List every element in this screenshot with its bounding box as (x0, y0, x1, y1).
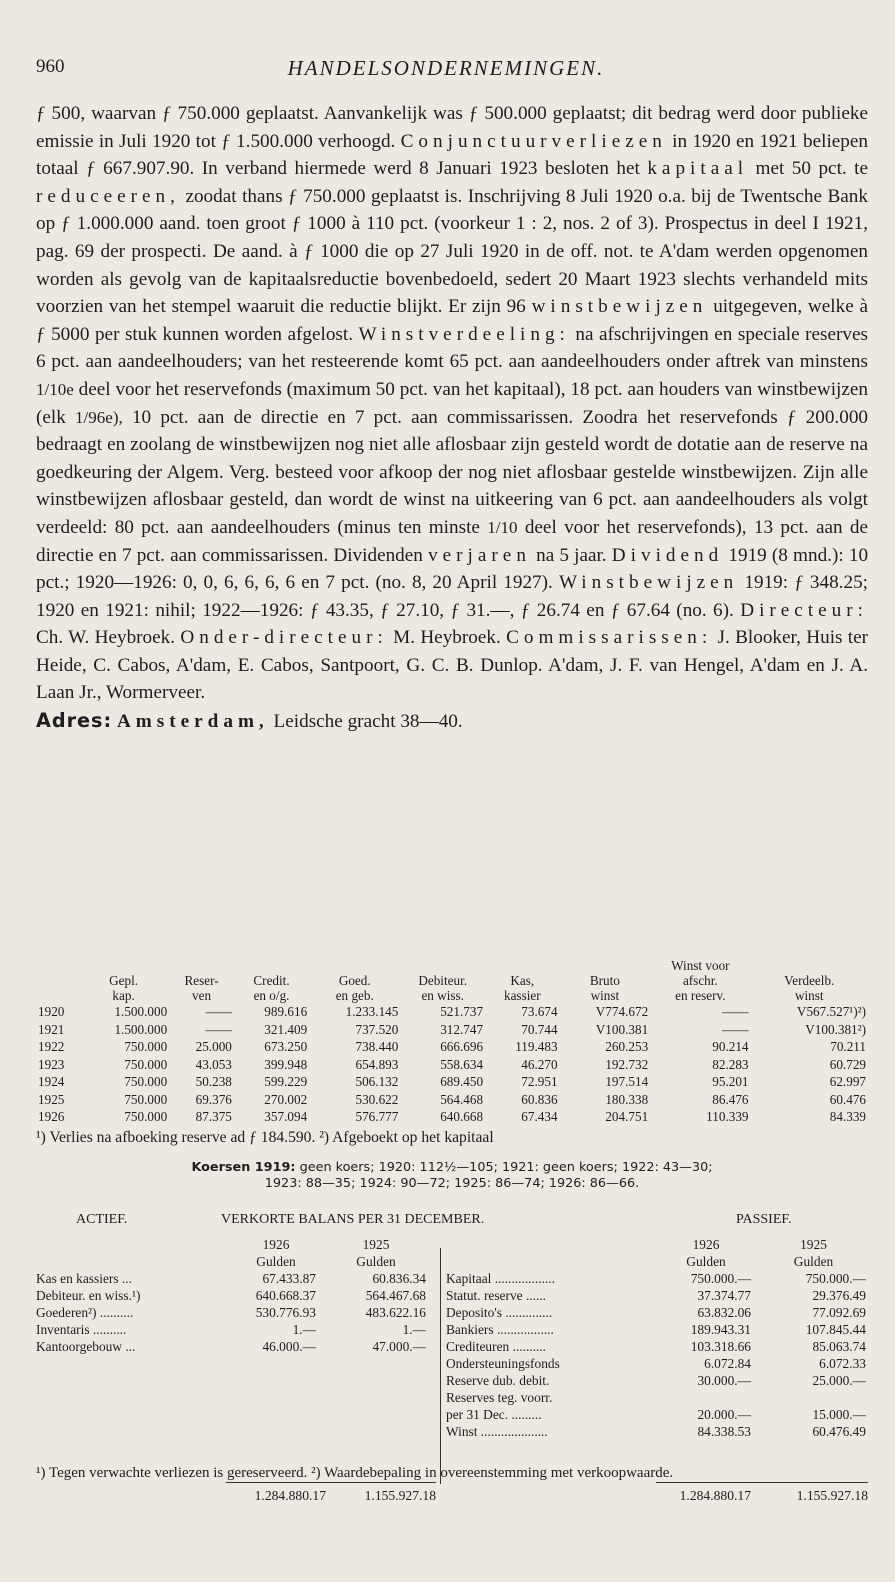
passief-rows (446, 1270, 868, 1440)
table-cell: en reserv. (675, 988, 726, 1003)
balance-value-1925: 29.376.49 (812, 1288, 866, 1303)
balance-item-label: Crediteuren .......... (446, 1339, 547, 1354)
balance-value-1925: 1.— (402, 1322, 426, 1337)
table-cell: 737.520 (355, 1021, 399, 1037)
table-cell: kap. (112, 988, 135, 1003)
unit-row (446, 1253, 868, 1270)
table-cell: 25.000 (195, 1039, 232, 1054)
total-right-1926: 1.284.880.17 (679, 1488, 751, 1503)
table-cell: Winst voor (671, 958, 730, 973)
table-cell: 72.951 (521, 1074, 558, 1089)
column-divider (440, 1248, 441, 1484)
table-cell: winst (590, 988, 620, 1003)
table-header-row (36, 988, 868, 1003)
balance-header (36, 1212, 868, 1234)
balance-row (446, 1355, 868, 1372)
balance-item-label: Reserves teg. voorr. (446, 1390, 553, 1405)
page-header (36, 56, 856, 86)
table-cell: 750.000 (124, 1091, 168, 1107)
table-cell: 599.229 (264, 1074, 308, 1089)
total-left-1925: 1.155.927.18 (364, 1488, 436, 1503)
fraction: 1/10e (36, 379, 74, 399)
body-text: na 5 jaar. (536, 544, 607, 566)
fraction: 1/96e), (75, 407, 123, 427)
table-cell: 90.214 (712, 1039, 749, 1054)
balance-value-1925: 77.092.69 (812, 1305, 866, 1320)
balance-value-1926: 1.— (292, 1322, 316, 1337)
balance-row (36, 1338, 436, 1355)
table-cell: 70.211 (830, 1039, 866, 1054)
table-cell: 576.777 (355, 1109, 399, 1124)
table-cell: 750.000 (124, 1056, 168, 1072)
body-text: 1919: ƒ 348.25; 1920 en 1921: nihil; 1922—1926: ƒ 43.35, ƒ 27.10, ƒ 31.—, ƒ 26.74 en ƒ 67.64 (no. 6). (36, 572, 868, 621)
balance-row (446, 1321, 868, 1338)
table-cell: 689.450 (440, 1074, 484, 1089)
balance-item-label: Winst .................... (446, 1424, 548, 1439)
body-text: zoodat thans ƒ 750.000 geplaatst is. Inschrijving 8 Juli 1920 o.a. bij de Twentsche Bank op ƒ 1.000.000 aand. toen groot ƒ 1000 à 110 pct. (voorkeur 1 : 2, nos. 2 of 3). Prospectus in deel I 1921, pag. 69 der prospecti. De aand. à ƒ 1000 die op 27 Juli 1920 in de off. not. te A'dam werden opgenomen worden als gevolg van de kapitaalsreductie bovenbedoeld, sedert 20 Maart 1923 slechts verhandeld mits voorzien van het stempel waaruit die reductie blijkt. Er zijn 96 (36, 185, 868, 318)
table-cell: en wiss. (421, 988, 464, 1003)
table-cell (234, 958, 309, 973)
body-text: uitgegeven, welke à ƒ 5000 per stuk kunnen worden afgelost. (36, 296, 869, 345)
balance-value-1925: 483.622.16 (365, 1305, 426, 1320)
year-1925: 1925 (362, 1237, 390, 1252)
table-cell: —— (205, 1004, 232, 1019)
unit-gulden: Gulden (793, 1254, 834, 1269)
table-cell: —— (722, 1004, 749, 1019)
table-cell: 270.002 (264, 1091, 308, 1107)
body-text: na afschrijvingen en speciale reserves 6 pct. aan aandeelhouders; van het resteerende komt 65 pct. aan aandeelhouders onder aftrek van minstens (36, 323, 869, 373)
spaced-term: Onder-directeur: (180, 627, 388, 649)
table-cell: 95.201 (712, 1074, 749, 1089)
table-cell: 67.434 (521, 1109, 558, 1124)
balance-row (446, 1270, 868, 1287)
table-cell: V100.381 (595, 1021, 649, 1037)
balance-footnote: ¹) Tegen verwachte verliezen is gereserveerd. ²) Waardebepaling in overeenstemming met verkoopwaarde. (36, 1465, 674, 1481)
balance-value-1926: 84.338.53 (697, 1424, 751, 1439)
table-cell: 1922 (38, 1039, 65, 1054)
balance-row (446, 1389, 868, 1406)
year-row (446, 1236, 868, 1253)
table-cell: 192.732 (605, 1056, 649, 1072)
table-cell: 82.283 (712, 1056, 749, 1072)
balance-row (446, 1406, 868, 1423)
financial-history-table (36, 958, 868, 1148)
body-text: met 50 pct. te (755, 158, 869, 180)
table-cell: 197.514 (605, 1074, 649, 1089)
balance-value-1925: 85.063.74 (812, 1339, 866, 1354)
spaced-term: Directeur: (740, 599, 868, 621)
table-cell: winst (794, 988, 824, 1003)
table-cell: 1923 (38, 1056, 65, 1072)
koersen-label: Koersen 1919: (191, 1160, 296, 1175)
unit-gulden: Gulden (256, 1254, 296, 1269)
share-prices (36, 1160, 868, 1192)
spaced-term: Commissarissen: (506, 627, 713, 649)
table-cell: 43.053 (195, 1056, 232, 1072)
balance-value-1925: 107.845.44 (805, 1322, 866, 1337)
balance-row (36, 1270, 436, 1287)
table-cell: 530.622 (355, 1091, 399, 1107)
balance-value-1926: 67.433.87 (262, 1271, 316, 1286)
balance-item-label: Ondersteuningsfonds (446, 1356, 560, 1371)
body-text: deel voor het reservefonds (maximum 50 pct. van het kapitaal), 18 pct. aan houders van winstbewijzen (elk (36, 378, 869, 428)
balance-item-label: Statut. reserve ...... (446, 1288, 547, 1303)
table-cell: 1925 (38, 1091, 65, 1107)
balance-item-label: Bankiers ................. (446, 1322, 554, 1337)
table-cell: 46.270 (521, 1056, 558, 1072)
spaced-term: Winstverdeeling: (358, 323, 570, 345)
year-1926: 1926 (692, 1237, 720, 1252)
table-cell: 50.238 (195, 1074, 232, 1089)
table-cell (78, 958, 169, 973)
table-cell: 1920 (38, 1004, 65, 1019)
history-table (36, 958, 868, 1126)
table-row (36, 1038, 868, 1056)
unit-gulden: Gulden (356, 1254, 396, 1269)
table-cell: 399.948 (264, 1056, 308, 1072)
spaced-term: Winstbewijzen (558, 572, 739, 594)
balance-item-label: Goederen²) .......... (36, 1305, 134, 1320)
table-cell: 654.893 (355, 1056, 399, 1072)
table-cell: 1.500.000 (114, 1004, 168, 1019)
table-cell: 1921 (38, 1021, 65, 1037)
year-1926: 1926 (262, 1237, 290, 1252)
balance-value-1926: 46.000.— (262, 1339, 316, 1354)
balance-row (446, 1423, 868, 1440)
table-cell (36, 988, 78, 1003)
balance-row (446, 1372, 868, 1389)
table-cell: 62.997 (829, 1074, 866, 1089)
body-text: in 1920 en 1921 beliepen totaal ƒ 667.907.90. In verband hiermede werd 8 Januari 1923 besloten het (36, 130, 869, 180)
spaced-term: Dividend (611, 544, 724, 566)
table-cell: en geb. (335, 988, 374, 1003)
total-rule (226, 1482, 436, 1483)
total-left-1926: 1.284.880.17 (254, 1488, 326, 1503)
balance-value-1925: 60.476.49 (812, 1424, 866, 1439)
balance-row (36, 1321, 436, 1338)
table-cell: 558.634 (440, 1056, 484, 1072)
balance-item-label: Kantoorgebouw ... (36, 1339, 136, 1354)
koersen-line-1: geen koers; 1920: 112½—105; 1921: geen koers; 1922: 43—30; (299, 1160, 713, 1175)
table-cell: Reser- (184, 973, 219, 988)
table-cell: 60.836 (521, 1091, 558, 1107)
table-cell: V567.527¹)²) (796, 1004, 866, 1019)
table-row (36, 1091, 868, 1109)
table-cell: V100.381²) (805, 1021, 866, 1037)
balance-value-1925: 750.000.— (805, 1271, 866, 1286)
table-cell (36, 973, 78, 988)
table-cell (751, 958, 868, 973)
address-label: Adres: (36, 709, 113, 733)
table-cell: 69.376 (195, 1091, 232, 1107)
balance-row (36, 1304, 436, 1321)
table-cell: 312.747 (440, 1021, 484, 1037)
balance-value-1926: 103.318.66 (690, 1339, 751, 1354)
table-cell: 521.737 (440, 1004, 484, 1019)
koersen-line-2: 1923: 88—35; 1924: 90—72; 1925: 86—74; 1926: 86—66. (264, 1176, 640, 1191)
actief-label: ACTIEF. (76, 1212, 128, 1227)
total-right-1925: 1.155.927.18 (796, 1488, 868, 1503)
balance-value-1925: 15.000.— (812, 1407, 866, 1422)
table-cell: —— (205, 1021, 232, 1037)
table-cell: 119.483 (515, 1039, 558, 1054)
balance-value-1926: 189.943.31 (690, 1322, 751, 1337)
table-cell: 180.338 (605, 1091, 649, 1107)
balance-item-label: Reserve dub. debit. (446, 1373, 550, 1388)
balance-item-label: per 31 Dec. ......... (446, 1407, 542, 1422)
table-cell: 60.476 (829, 1091, 866, 1107)
body-text: J. Blooker, Huis ter Heide, C. Cabos, A'dam, E. Cabos, Santpoort, G. C. B. Dunlop. A'dam, J. F. van Hengel, A'dam en J. A. Laan Jr., Wormerveer. (36, 627, 869, 704)
passief-column (446, 1236, 868, 1440)
table-cell: 750.000 (124, 1074, 168, 1089)
balance-row (446, 1338, 868, 1355)
balance-value-1925: 25.000.— (812, 1373, 866, 1388)
spaced-term: verjaren (428, 544, 531, 566)
table-row (36, 1021, 868, 1039)
table-cell: V774.672 (595, 1004, 649, 1019)
table-cell: 750.000 (124, 1109, 168, 1124)
table-row (36, 1056, 868, 1074)
address-city: Amsterdam, (116, 711, 269, 733)
table-cell (36, 958, 78, 973)
table-cell: 640.668 (440, 1109, 484, 1124)
spaced-term: kapitaal (647, 158, 749, 180)
table-cell: Bruto (589, 973, 620, 988)
table-header-row (36, 973, 868, 988)
balance-value-1926: 30.000.— (697, 1373, 751, 1388)
body-text: M. Heybroek. (393, 627, 501, 649)
table-cell: —— (722, 1021, 749, 1037)
table-header-row (36, 958, 868, 973)
balance-row (446, 1287, 868, 1304)
table-cell: 87.375 (195, 1109, 232, 1124)
table-cell: 60.729 (829, 1056, 866, 1072)
balance-value-1925: 6.072.33 (819, 1356, 866, 1371)
address-street: Leidsche gracht 38—40. (273, 711, 463, 733)
table-cell (169, 958, 234, 973)
table-cell: 110.339 (706, 1109, 749, 1124)
spaced-term: Conjunctuurverliezen (400, 130, 667, 152)
table-cell: 989.616 (264, 1004, 308, 1019)
balance-value-1926: 640.668.37 (255, 1288, 316, 1303)
table-cell: 1926 (38, 1109, 65, 1124)
balance-value-1925: 60.836.34 (372, 1271, 426, 1286)
table-cell: kassier (503, 988, 541, 1003)
balance-value-1926: 37.374.77 (697, 1288, 751, 1303)
balance-value-1926: 20.000.— (697, 1407, 751, 1422)
table-cell: 564.468 (440, 1091, 484, 1107)
table-cell: afschr. (682, 973, 718, 988)
actief-column (36, 1236, 436, 1355)
table-cell: 750.000 (124, 1039, 168, 1054)
balance-item-label: Kapitaal .................. (446, 1271, 555, 1286)
year-1925: 1925 (800, 1237, 827, 1252)
table-cell (400, 958, 485, 973)
body-text: Ch. W. Heybroek. (36, 627, 176, 649)
table-row (36, 1003, 868, 1021)
table-cell: 84.339 (829, 1109, 866, 1124)
table-cell: 260.253 (605, 1039, 649, 1054)
table-cell: Credit. (253, 973, 290, 988)
balance-value-1926: 750.000.— (690, 1271, 751, 1286)
table-cell: 1924 (38, 1074, 65, 1089)
table-cell (560, 958, 651, 973)
total-rule (656, 1482, 868, 1483)
table-footnote: ¹) Verlies na afboeking reserve ad ƒ 184.590. ²) Afgeboekt op het kapitaal (36, 1128, 494, 1146)
body-text: ƒ 500, waarvan ƒ 750.000 geplaatst. Aanvankelijk was ƒ 500.000 geplaatst; dit bedrag werd door publieke emissie in Juli 1920 tot ƒ 1.500.000 verhoogd. (36, 103, 868, 152)
body-text: 1919 (8 mnd.): 10 pct.; 1920—1926: 0, 0, 6, 6, 6, 6 en 7 pct. (no. 8, 20 April 1927). (36, 544, 869, 594)
balance-value-1925: 47.000.— (372, 1339, 426, 1354)
table-cell: Kas, (510, 973, 535, 988)
table-row (36, 1108, 868, 1126)
unit-row (36, 1253, 436, 1270)
spaced-term: reduceeren, (36, 185, 180, 207)
table-cell: Verdeelb. (784, 973, 835, 988)
table-cell: 357.094 (264, 1109, 308, 1124)
table-cell: 1.233.145 (345, 1004, 399, 1019)
balance-item-label: Deposito's .............. (446, 1305, 553, 1320)
balance-item-label: Kas en kassiers ... (36, 1271, 132, 1286)
company-description (36, 100, 868, 736)
spaced-term: winstbewijzen (531, 296, 708, 318)
balance-item-label: Inventaris .......... (36, 1322, 127, 1337)
table-cell: Gepl. (109, 973, 139, 988)
table-row (36, 1073, 868, 1091)
balance-row (446, 1304, 868, 1321)
table-cell: en o/g. (253, 988, 290, 1003)
table-cell: 506.132 (355, 1074, 399, 1089)
unit-gulden: Gulden (686, 1254, 726, 1269)
table-cell (309, 958, 400, 973)
balance-value-1926: 6.072.84 (704, 1356, 751, 1371)
running-title: HANDELSONDERNEMINGEN. (287, 56, 605, 80)
year-row (36, 1236, 436, 1253)
balance-row (36, 1287, 436, 1304)
table-cell: 321.409 (264, 1021, 308, 1037)
passief-label: PASSIEF. (736, 1212, 792, 1227)
balance-title: VERKORTE BALANS PER 31 DECEMBER. (221, 1212, 485, 1227)
balance-value-1926: 530.776.93 (255, 1305, 316, 1320)
table-cell: 70.744 (521, 1021, 558, 1037)
table-cell: 1.500.000 (114, 1021, 168, 1037)
table-cell: 673.250 (264, 1039, 308, 1054)
table-cell: Debiteur. (418, 973, 468, 988)
balance-item-label: Debiteur. en wiss.¹) (36, 1288, 141, 1303)
balance-value-1925: 564.467.68 (365, 1288, 426, 1303)
fraction: 1/10 (487, 517, 518, 537)
table-cell: 738.440 (355, 1039, 399, 1054)
table-cell (485, 958, 560, 973)
page-number: 960 (36, 56, 65, 77)
body-text: deel voor het reservefonds), 13 pct. aan de directie en 7 pct. aan commissarissen. Dividenden (36, 516, 869, 566)
table-cell: 204.751 (605, 1109, 649, 1124)
table-cell: Goed. (338, 973, 371, 988)
actief-rows (36, 1270, 436, 1355)
table-cell: 73.674 (521, 1004, 558, 1019)
body-text: 10 pct. aan de directie en 7 pct. aan commissarissen. Zoodra het reservefonds ƒ 200.000 bedraagt en zoolang de winstbewijzen nog niet alle aflosbaar zijn gesteld wordt de dotatie aan de reserve na goedkeuring der Algem. Verg. besteed voor afkoop der nog niet aflosbaar gestelde winstbewijzen. Zijn alle winstbewijzen aflosbaar gesteld, dan wordt de winst na uitkeering van 6 pct. aan aandeelhouders als volgt verdeeld: 80 pct. aan aandeelhouders (minus ten minste (36, 406, 869, 538)
table-cell: ven (192, 988, 212, 1003)
balance-value-1926: 63.832.06 (697, 1305, 751, 1320)
table-cell: 86.476 (712, 1091, 749, 1107)
table-cell: 666.696 (440, 1039, 484, 1054)
